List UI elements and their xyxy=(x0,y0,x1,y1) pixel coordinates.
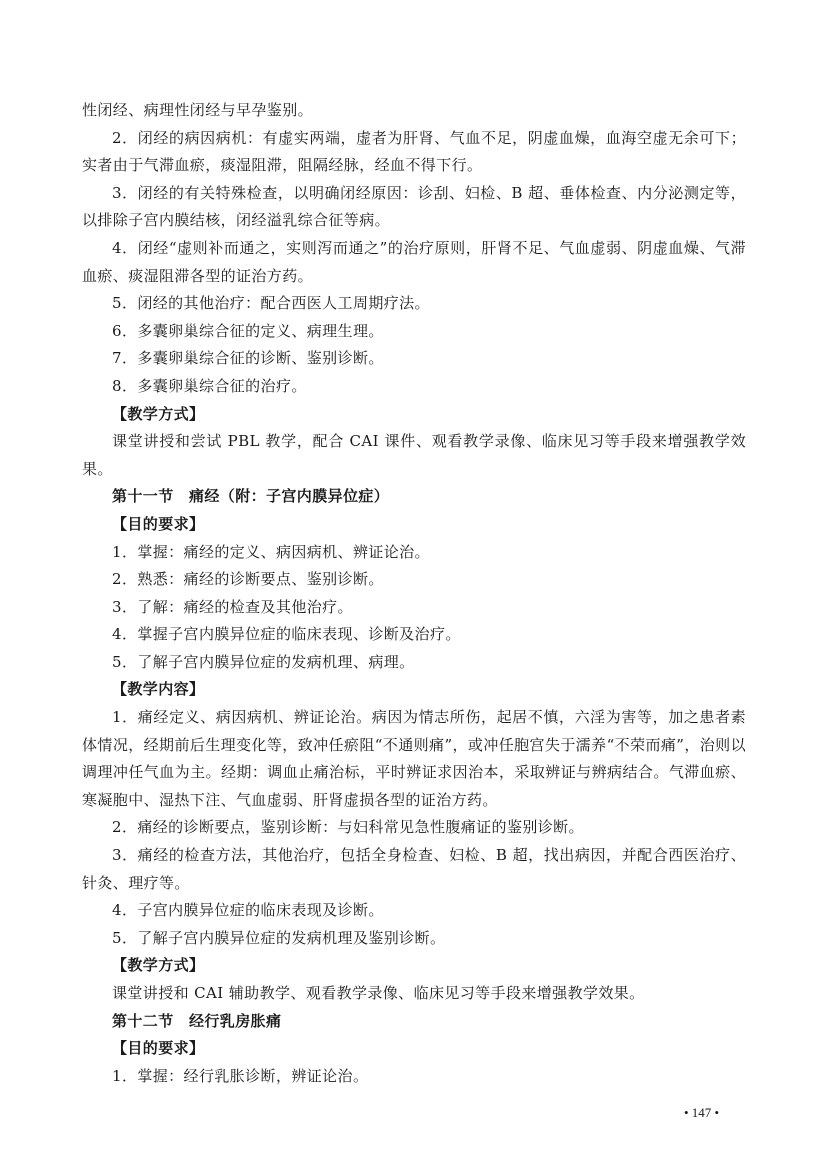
paragraph: 5．闭经的其他治疗：配合西医人工周期疗法。 xyxy=(112,294,430,313)
paragraph: 1．痛经定义、病因病机、辨证论治。病因为情志所伤，起居不慎，六淫为害等，加之患者素体情况，经期前后生理变化等，致冲任瘀阻“不通则痛”，或冲任胞宫失于濡养“不荣而痛”，治则以调理冲任气血为主。经期：调血止痛治标，平时辨证求因治本，采取辨证与辨病结合。气滞血瘀、寒凝胞中、湿热下注、气血虚弱、肝肾虚损各型的证治方药。 xyxy=(82,708,746,809)
paragraph: 3．痛经的检查方法，其他治疗，包括全身检查、妇检、B 超，找出病因，并配合西医治疗、针灸、理疗等。 xyxy=(82,846,746,892)
paragraph: 4．闭经“虚则补而通之，实则泻而通之”的治疗原则，肝肾不足、气血虚弱、阴虚血燥、气滞血瘀、痰湿阻滞各型的证治方药。 xyxy=(82,238,746,285)
paragraph: 3．闭经的有关特殊检查，以明确闭经原因：诊刮、妇检、B 超、垂体检查、内分泌测定等，以排除子宫内膜结核，闭经溢乳综合征等病。 xyxy=(82,183,746,230)
section-title: 第十二节 经行乳房胀痛 xyxy=(112,1011,282,1030)
subheading-teaching-method: 【教学方式】 xyxy=(112,404,205,423)
paragraph: 4．掌握子宫内膜异位症的临床表现、诊断及治疗。 xyxy=(112,625,461,644)
page-body xyxy=(82,97,746,1090)
paragraph: 1．掌握：痛经的定义、病因病机、辨证论治。 xyxy=(112,542,430,561)
paragraph: 1．掌握：经行乳胀诊断，辨证论治。 xyxy=(112,1066,369,1085)
paragraph: 2．痛经的诊断要点，鉴别诊断：与妇科常见急性腹痛证的鉴别诊断。 xyxy=(112,818,584,837)
paragraph: 5．了解子宫内膜异位症的发病机理及鉴别诊断。 xyxy=(112,928,446,947)
paragraph: 8．多囊卵巢综合征的治疗。 xyxy=(112,376,307,395)
paragraph: 2．闭经的病因病机：有虚实两端，虚者为肝肾、气血不足，阴虚血燥，血海空虚无余可下；实者由于气滞血瘀，痰湿阻滞，阻隔经脉，经血不得下行。 xyxy=(82,128,746,175)
paragraph: 2．熟悉：痛经的诊断要点、鉴别诊断。 xyxy=(112,570,384,589)
section-title: 第十一节 痛经（附：子宫内膜异位症） xyxy=(112,487,390,506)
subheading-teaching-method: 【教学方式】 xyxy=(112,956,205,975)
paragraph: 6．多囊卵巢综合征的定义、病理生理。 xyxy=(112,321,384,340)
paragraph: 性闭经、病理性闭经与早孕鉴别。 xyxy=(82,101,314,119)
subheading-teaching-content: 【教学内容】 xyxy=(112,680,205,699)
paragraph: 课堂讲授和尝试 PBL 教学，配合 CAI 课件、观看教学录像、临床见习等手段来增强教学效果。 xyxy=(82,432,746,478)
paragraph: 5．了解子宫内膜异位症的发病机理、病理。 xyxy=(112,652,415,671)
paragraph: 7．多囊卵巢综合征的诊断、鉴别诊断。 xyxy=(112,349,384,368)
page-number: • 147 • xyxy=(684,1105,720,1120)
subheading-objectives: 【目的要求】 xyxy=(112,1039,205,1058)
paragraph: 课堂讲授和 CAI 辅助教学、观看教学录像、临床见习等手段来增强教学效果。 xyxy=(112,984,645,1002)
subheading-objectives: 【目的要求】 xyxy=(112,514,205,533)
paragraph: 4．子宫内膜异位症的临床表现及诊断。 xyxy=(112,901,384,920)
paragraph: 3．了解：痛经的检查及其他治疗。 xyxy=(112,597,353,616)
